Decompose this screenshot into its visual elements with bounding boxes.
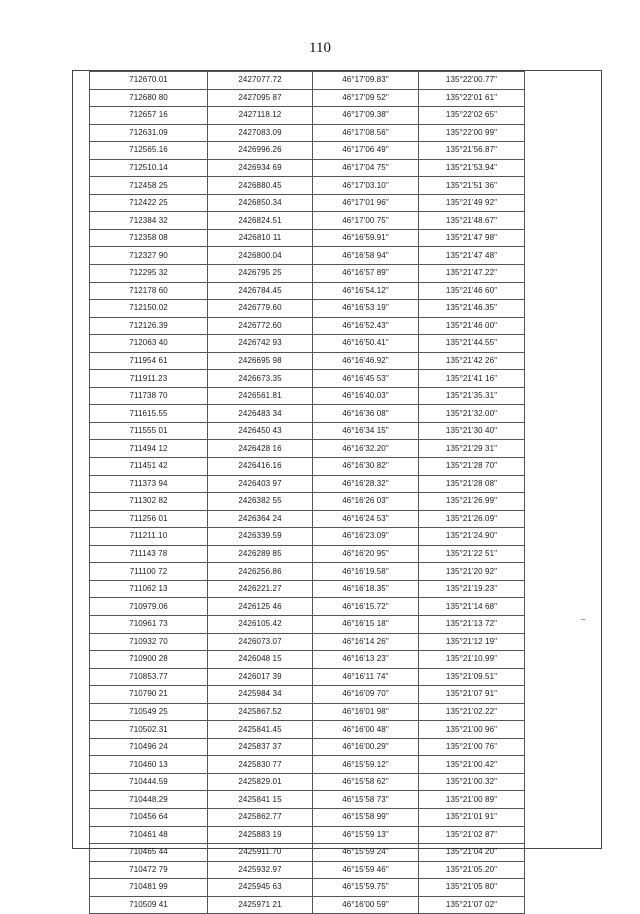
latitude-cell: 46°17'08.56" [313,124,419,142]
longitude-cell: 135°21'47.22" [419,265,525,283]
x-coordinate-cell: 710465 44 [90,844,208,862]
table-row [90,212,525,230]
latitude-cell: 46°15'59 13" [313,826,419,844]
table-row [90,387,525,405]
y-coordinate-cell: 2426779.60 [208,300,313,318]
longitude-cell: 135°21'47 98" [419,229,525,247]
table-row [90,352,525,370]
y-coordinate-cell: 2426934 69 [208,159,313,177]
longitude-cell: 135°21'13 72" [419,615,525,633]
x-coordinate-cell: 710460 13 [90,756,208,774]
y-coordinate-cell: 2427118.12 [208,107,313,125]
table-row [90,791,525,809]
x-coordinate-cell: 710456 64 [90,808,208,826]
y-coordinate-cell: 2425841.45 [208,721,313,739]
table-row [90,738,525,756]
longitude-cell: 135°21'29 31" [419,440,525,458]
latitude-cell: 46°15'59 46" [313,861,419,879]
longitude-cell: 135°22'01 61" [419,89,525,107]
latitude-cell: 46°16'32.20" [313,440,419,458]
longitude-cell: 135°21'28 70" [419,458,525,476]
y-coordinate-cell: 2425837 37 [208,738,313,756]
x-coordinate-cell: 712657 16 [90,107,208,125]
latitude-cell: 46°16'53 19" [313,300,419,318]
longitude-cell: 135°21'32.00" [419,405,525,423]
x-coordinate-cell: 712458 25 [90,177,208,195]
latitude-cell: 46°16'11 74" [313,668,419,686]
y-coordinate-cell: 2426105.42 [208,615,313,633]
x-coordinate-cell: 711738 70 [90,387,208,405]
x-coordinate-cell: 710461 48 [90,826,208,844]
y-coordinate-cell: 2426561.81 [208,387,313,405]
latitude-cell: 46°16'00.29" [313,738,419,756]
scan-speck [581,619,585,620]
longitude-cell: 135°21'00 96" [419,721,525,739]
latitude-cell: 46°16'14 26" [313,633,419,651]
y-coordinate-cell: 2425971 21 [208,896,313,914]
y-coordinate-cell: 2426824.51 [208,212,313,230]
table-row [90,265,525,283]
table-row [90,142,525,160]
latitude-cell: 46°16'30 82" [313,458,419,476]
table-row [90,300,525,318]
table-row [90,335,525,353]
latitude-cell: 46°15'58 62" [313,773,419,791]
y-coordinate-cell: 2426017 39 [208,668,313,686]
longitude-cell: 135°21'49 92" [419,194,525,212]
y-coordinate-cell: 2427083.09 [208,124,313,142]
table-row [90,844,525,862]
latitude-cell: 46°17'09 52" [313,89,419,107]
y-coordinate-cell: 2426221.27 [208,580,313,598]
x-coordinate-cell: 712295 32 [90,265,208,283]
latitude-cell: 46°15'59 24" [313,844,419,862]
x-coordinate-cell: 712327 90 [90,247,208,265]
longitude-cell: 135°21'00 89" [419,791,525,809]
table-row [90,317,525,335]
latitude-cell: 46°16'34 15" [313,422,419,440]
x-coordinate-cell: 710932 70 [90,633,208,651]
latitude-cell: 46°17'03.10" [313,177,419,195]
longitude-cell: 135°21'19.23" [419,580,525,598]
latitude-cell: 46°16'23.09" [313,528,419,546]
x-coordinate-cell: 710900 28 [90,651,208,669]
latitude-cell: 46°17'06 49" [313,142,419,160]
x-coordinate-cell: 710472 79 [90,861,208,879]
y-coordinate-cell: 2426996.26 [208,142,313,160]
latitude-cell: 46°17'00 75" [313,212,419,230]
x-coordinate-cell: 712631.09 [90,124,208,142]
y-coordinate-cell: 2425862.77 [208,808,313,826]
table-row [90,721,525,739]
longitude-cell: 135°21'56.87" [419,142,525,160]
table-row [90,72,525,90]
y-coordinate-cell: 2425867.52 [208,703,313,721]
x-coordinate-cell: 711302 82 [90,493,208,511]
table-row [90,107,525,125]
y-coordinate-cell: 2426850.34 [208,194,313,212]
x-coordinate-cell: 711555 01 [90,422,208,440]
longitude-cell: 135°21'07 91" [419,686,525,704]
table-row [90,879,525,897]
y-coordinate-cell: 2426810 11 [208,229,313,247]
x-coordinate-cell: 710496 24 [90,738,208,756]
latitude-cell: 46°16'28.32" [313,475,419,493]
y-coordinate-cell: 2426795 25 [208,265,313,283]
x-coordinate-cell: 710481 99 [90,879,208,897]
longitude-cell: 135°21'26.09" [419,510,525,528]
longitude-cell: 135°21'28 08" [419,475,525,493]
x-coordinate-cell: 710790 21 [90,686,208,704]
y-coordinate-cell: 2426450 43 [208,422,313,440]
table-row [90,528,525,546]
x-coordinate-cell: 712063 40 [90,335,208,353]
latitude-cell: 46°16'01 98" [313,703,419,721]
longitude-cell: 135°21'04 20" [419,844,525,862]
latitude-cell: 46°16'18.35" [313,580,419,598]
page-number: 110 [309,40,331,56]
longitude-cell: 135°21'46 00" [419,317,525,335]
table-row [90,124,525,142]
x-coordinate-cell: 710979.06 [90,598,208,616]
y-coordinate-cell: 2425841 15 [208,791,313,809]
longitude-cell: 135°21'35.31" [419,387,525,405]
longitude-cell: 135°21'02.22" [419,703,525,721]
table-row [90,756,525,774]
longitude-cell: 135°21'24.90" [419,528,525,546]
latitude-cell: 46°16'40.03" [313,387,419,405]
x-coordinate-cell: 712384 32 [90,212,208,230]
longitude-cell: 135°21'00.32" [419,773,525,791]
x-coordinate-cell: 711211.10 [90,528,208,546]
latitude-cell: 46°15'59.12" [313,756,419,774]
y-coordinate-cell: 2426125 46 [208,598,313,616]
latitude-cell: 46°15'58 73" [313,791,419,809]
table-row [90,440,525,458]
table-row [90,159,525,177]
table-row [90,370,525,388]
longitude-cell: 135°21'14 68" [419,598,525,616]
x-coordinate-cell: 710509 41 [90,896,208,914]
table-row [90,563,525,581]
table-row [90,475,525,493]
coordinates-table [89,71,525,914]
x-coordinate-cell: 712126.39 [90,317,208,335]
x-coordinate-cell: 712422 25 [90,194,208,212]
latitude-cell: 46°16'00 48" [313,721,419,739]
table-row [90,458,525,476]
longitude-cell: 135°21'44.55" [419,335,525,353]
x-coordinate-cell: 712178 60 [90,282,208,300]
latitude-cell: 46°16'13 23" [313,651,419,669]
x-coordinate-cell: 711615.55 [90,405,208,423]
x-coordinate-cell: 711143 78 [90,545,208,563]
x-coordinate-cell: 710961 73 [90,615,208,633]
x-coordinate-cell: 710444.59 [90,773,208,791]
x-coordinate-cell: 710853.77 [90,668,208,686]
x-coordinate-cell: 712150.02 [90,300,208,318]
latitude-cell: 46°16'26 03" [313,493,419,511]
x-coordinate-cell: 711373 94 [90,475,208,493]
x-coordinate-cell: 711911.23 [90,370,208,388]
x-coordinate-cell: 712670.01 [90,72,208,90]
table-row [90,598,525,616]
longitude-cell: 135°21'42 26" [419,352,525,370]
longitude-cell: 135°21'47 48" [419,247,525,265]
table-row [90,405,525,423]
y-coordinate-cell: 2426800.04 [208,247,313,265]
longitude-cell: 135°21'05.20" [419,861,525,879]
longitude-cell: 135°21'07 02" [419,896,525,914]
y-coordinate-cell: 2425830 77 [208,756,313,774]
longitude-cell: 135°21'48.67" [419,212,525,230]
longitude-cell: 135°21'00 76" [419,738,525,756]
table-row [90,686,525,704]
x-coordinate-cell: 711062 13 [90,580,208,598]
x-coordinate-cell: 711494 12 [90,440,208,458]
longitude-cell: 135°21'51 36" [419,177,525,195]
table-row [90,861,525,879]
latitude-cell: 46°17'04 75" [313,159,419,177]
x-coordinate-cell: 710448.29 [90,791,208,809]
longitude-cell: 135°21'53.94" [419,159,525,177]
longitude-cell: 135°21'00.42" [419,756,525,774]
latitude-cell: 46°17'09.83" [313,72,419,90]
latitude-cell: 46°16'15.72" [313,598,419,616]
y-coordinate-cell: 2426382 55 [208,493,313,511]
latitude-cell: 46°15'58 99" [313,808,419,826]
latitude-cell: 46°17'09.38" [313,107,419,125]
table-row [90,580,525,598]
table-row [90,89,525,107]
y-coordinate-cell: 2426256.86 [208,563,313,581]
longitude-cell: 135°22'00.77" [419,72,525,90]
y-coordinate-cell: 2426416.16 [208,458,313,476]
latitude-cell: 46°16'54.12" [313,282,419,300]
y-coordinate-cell: 2426428 16 [208,440,313,458]
longitude-cell: 135°21'09.51" [419,668,525,686]
y-coordinate-cell: 2427077.72 [208,72,313,90]
x-coordinate-cell: 711256 01 [90,510,208,528]
longitude-cell: 135°21'12 19" [419,633,525,651]
table-row [90,247,525,265]
y-coordinate-cell: 2426048 15 [208,651,313,669]
y-coordinate-cell: 2427095 87 [208,89,313,107]
latitude-cell: 46°16'46.92" [313,352,419,370]
table-row [90,510,525,528]
y-coordinate-cell: 2425829.01 [208,773,313,791]
latitude-cell: 46°16'09 70" [313,686,419,704]
longitude-cell: 135°21'02 87" [419,826,525,844]
longitude-cell: 135°21'20 92" [419,563,525,581]
y-coordinate-cell: 2426483 34 [208,405,313,423]
y-coordinate-cell: 2426880.45 [208,177,313,195]
y-coordinate-cell: 2426695 98 [208,352,313,370]
coordinates-table-body [90,72,525,914]
x-coordinate-cell: 710549 25 [90,703,208,721]
table-row [90,651,525,669]
y-coordinate-cell: 2426784.45 [208,282,313,300]
y-coordinate-cell: 2425883 19 [208,826,313,844]
longitude-cell: 135°21'41 16" [419,370,525,388]
x-coordinate-cell: 711451 42 [90,458,208,476]
latitude-cell: 46°16'57 89" [313,265,419,283]
y-coordinate-cell: 2426339.59 [208,528,313,546]
longitude-cell: 135°21'46.35" [419,300,525,318]
table-row [90,703,525,721]
longitude-cell: 135°21'30 40" [419,422,525,440]
latitude-cell: 46°16'58 94" [313,247,419,265]
x-coordinate-cell: 712565.16 [90,142,208,160]
latitude-cell: 46°16'15 18" [313,615,419,633]
y-coordinate-cell: 2426673.35 [208,370,313,388]
y-coordinate-cell: 2426742 93 [208,335,313,353]
x-coordinate-cell: 712510.14 [90,159,208,177]
table-row [90,633,525,651]
latitude-cell: 46°16'50.41" [313,335,419,353]
latitude-cell: 46°16'19.58" [313,563,419,581]
y-coordinate-cell: 2425932.97 [208,861,313,879]
latitude-cell: 46°16'52.43" [313,317,419,335]
longitude-cell: 135°21'01 91" [419,808,525,826]
x-coordinate-cell: 711954 61 [90,352,208,370]
table-row [90,493,525,511]
y-coordinate-cell: 2426073.07 [208,633,313,651]
longitude-cell: 135°22'02 65" [419,107,525,125]
latitude-cell: 46°16'45 53" [313,370,419,388]
longitude-cell: 135°21'46 60" [419,282,525,300]
latitude-cell: 46°16'20 95" [313,545,419,563]
table-right-margin [523,70,602,849]
table-row [90,229,525,247]
longitude-cell: 135°21'22 51" [419,545,525,563]
x-coordinate-cell: 712680 80 [90,89,208,107]
latitude-cell: 46°16'24 53" [313,510,419,528]
latitude-cell: 46°16'00 59" [313,896,419,914]
y-coordinate-cell: 2426403 97 [208,475,313,493]
latitude-cell: 46°16'59.91" [313,229,419,247]
table-row [90,282,525,300]
longitude-cell: 135°21'26.99" [419,493,525,511]
y-coordinate-cell: 2425984 34 [208,686,313,704]
table-row [90,615,525,633]
y-coordinate-cell: 2425945 63 [208,879,313,897]
x-coordinate-cell: 710502.31 [90,721,208,739]
latitude-cell: 46°16'36 08" [313,405,419,423]
y-coordinate-cell: 2426772.60 [208,317,313,335]
table-row [90,668,525,686]
y-coordinate-cell: 2426289 85 [208,545,313,563]
y-coordinate-cell: 2426364 24 [208,510,313,528]
table-row [90,422,525,440]
table-row [90,177,525,195]
x-coordinate-cell: 712358 08 [90,229,208,247]
table-row [90,194,525,212]
table-row [90,545,525,563]
table-row [90,826,525,844]
x-coordinate-cell: 711100 72 [90,563,208,581]
latitude-cell: 46°15'59.75" [313,879,419,897]
y-coordinate-cell: 2425911.70 [208,844,313,862]
longitude-cell: 135°21'05 80" [419,879,525,897]
latitude-cell: 46°17'01 96" [313,194,419,212]
table-row [90,808,525,826]
longitude-cell: 135°22'00 99" [419,124,525,142]
table-row [90,773,525,791]
longitude-cell: 135°21'10.99" [419,651,525,669]
